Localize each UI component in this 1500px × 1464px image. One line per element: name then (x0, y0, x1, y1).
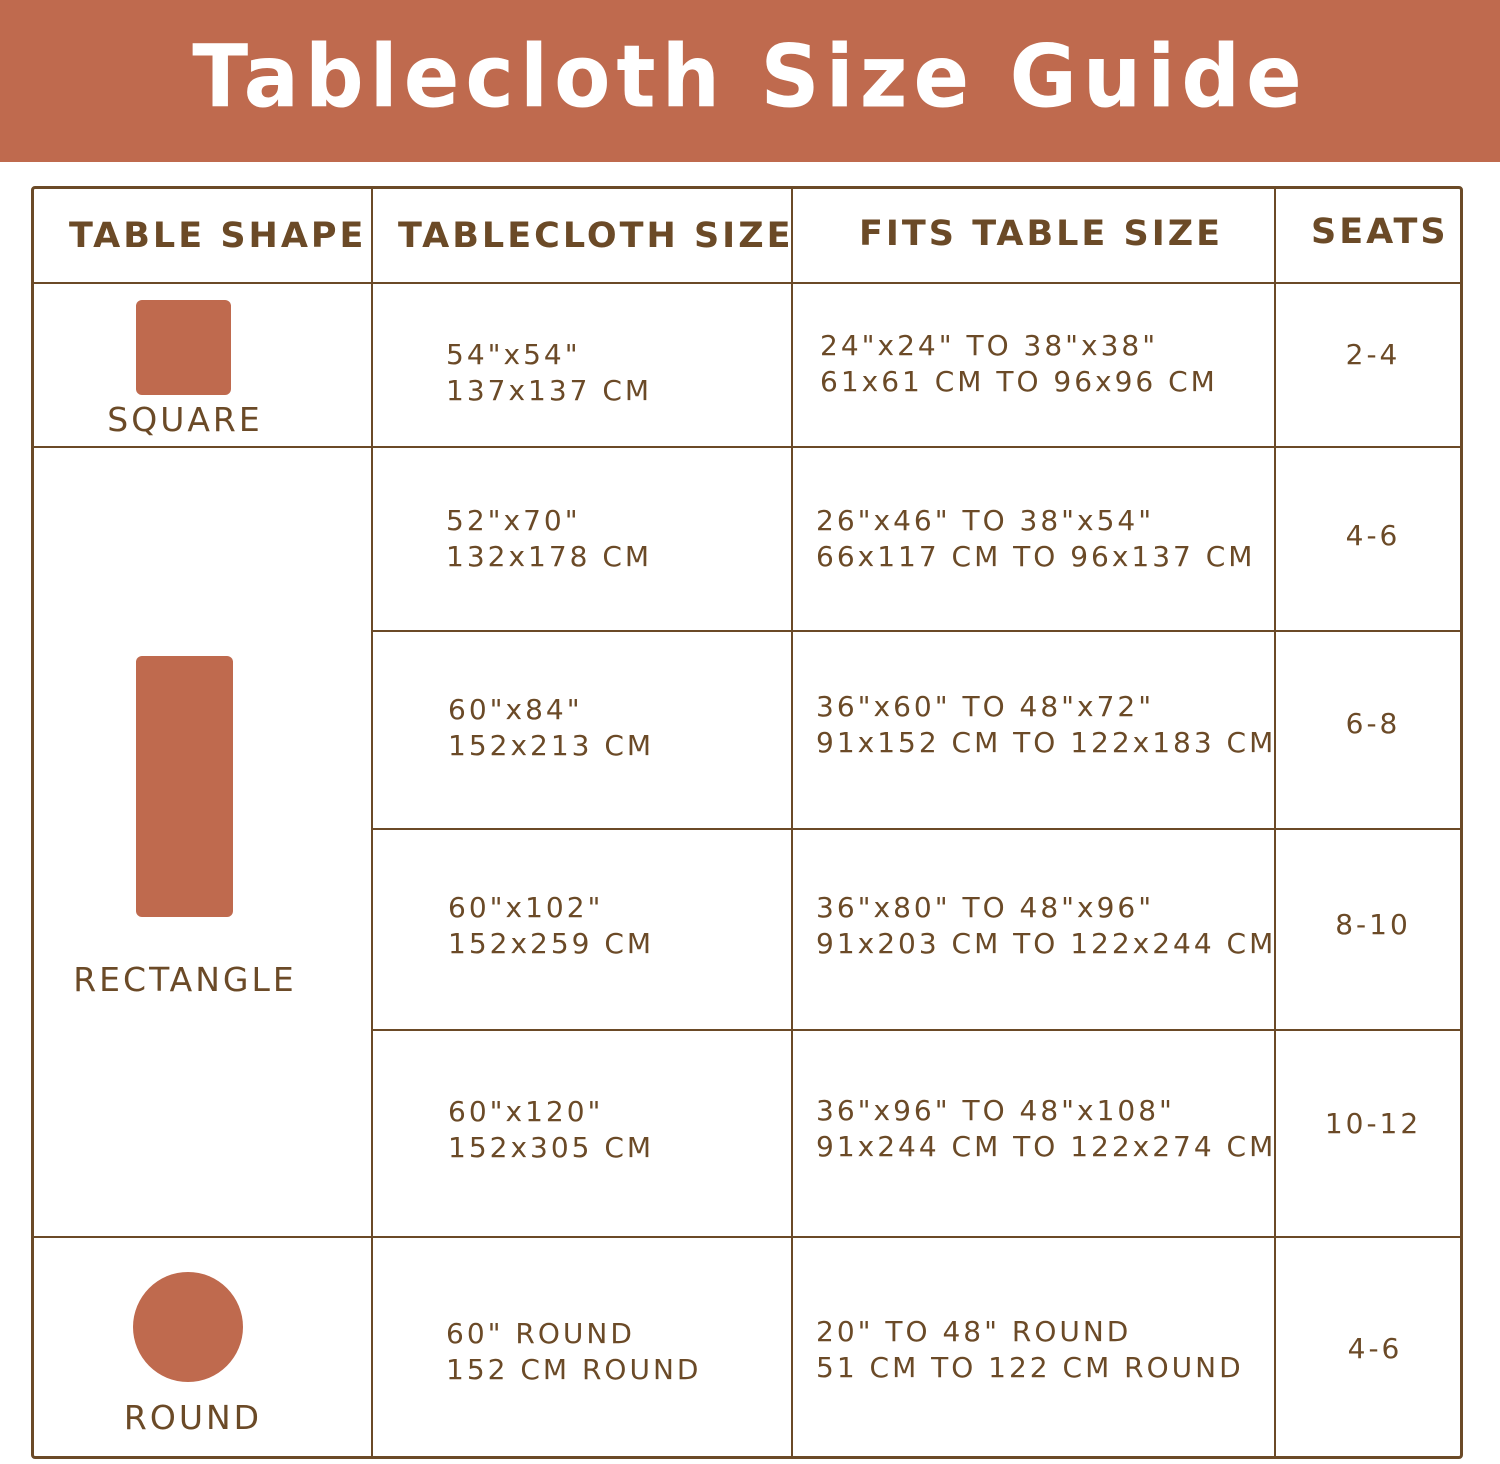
fits-inches: 36"x80" TO 48"x96" (816, 891, 1155, 924)
fits-cm: 51 CM TO 122 CM ROUND (816, 1351, 1244, 1384)
row-divider (33, 446, 1462, 448)
fits-inches: 36"x96" TO 48"x108" (816, 1094, 1175, 1127)
seats-value: 4-6 (1345, 519, 1401, 552)
fits-table-size-cell (816, 1314, 1244, 1386)
tablecloth-size-cell (448, 1094, 654, 1166)
size-inches: 60"x102" (448, 891, 604, 924)
tablecloth-size-cell (448, 890, 654, 962)
fits-cm: 66x117 CM TO 96x137 CM (816, 540, 1256, 573)
size-inches: 54"x54" (446, 338, 581, 371)
row-divider (371, 828, 1462, 830)
fits-table-size-cell (816, 1093, 1276, 1165)
row-divider (371, 630, 1462, 632)
header-table-shape: TABLE SHAPE (69, 216, 367, 256)
size-inches: 60"x84" (448, 693, 583, 726)
fits-cm: 91x244 CM TO 122x274 CM (816, 1130, 1277, 1163)
shape-label-round: ROUND (123, 1398, 263, 1437)
size-cm: 137x137 CM (446, 374, 653, 407)
seats-value: 6-8 (1345, 707, 1401, 740)
size-cm: 152 CM ROUND (446, 1353, 702, 1386)
column-divider (371, 188, 373, 1458)
header-fits-table-size: FITS TABLE SIZE (859, 214, 1224, 254)
header-seats: SEATS (1311, 212, 1449, 252)
row-divider (33, 282, 1462, 284)
size-cm: 152x259 CM (448, 927, 655, 960)
fits-table-size-cell (816, 689, 1276, 761)
square-shape-icon (136, 300, 231, 395)
fits-cm: 61x61 CM TO 96x96 CM (820, 365, 1218, 398)
fits-inches: 20" TO 48" ROUND (816, 1315, 1132, 1348)
fits-table-size-cell (816, 890, 1276, 962)
fits-inches: 24"x24" TO 38"x38" (820, 329, 1159, 362)
fits-inches: 36"x60" TO 48"x72" (816, 690, 1155, 723)
shape-label-rectangle: RECTANGLE (73, 960, 297, 999)
seats-value: 10-12 (1324, 1107, 1422, 1140)
size-inches: 52"x70" (446, 504, 581, 537)
seats-value: 8-10 (1335, 908, 1411, 941)
fits-table-size-cell (820, 328, 1218, 400)
size-cm: 152x305 CM (448, 1131, 655, 1164)
tablecloth-size-cell (446, 1316, 701, 1388)
size-inches: 60"x120" (448, 1095, 604, 1128)
fits-table-size-cell (816, 503, 1255, 575)
fits-inches: 26"x46" TO 38"x54" (816, 504, 1155, 537)
size-table (31, 186, 1463, 1459)
header-tablecloth-size: TABLECLOTH SIZE (398, 216, 794, 256)
tablecloth-size-cell (448, 692, 654, 764)
rectangle-shape-icon (136, 656, 233, 917)
size-inches: 60" ROUND (446, 1317, 635, 1350)
column-divider (791, 188, 793, 1458)
size-cm: 132x178 CM (446, 540, 653, 573)
fits-cm: 91x203 CM TO 122x244 CM (816, 927, 1277, 960)
tablecloth-size-cell (446, 503, 652, 575)
shape-label-square: SQUARE (107, 400, 263, 439)
size-cm: 152x213 CM (448, 729, 655, 762)
tablecloth-size-cell (446, 337, 652, 409)
seats-value: 2-4 (1345, 338, 1401, 371)
column-divider (1274, 188, 1276, 1458)
row-divider (33, 1236, 1462, 1238)
page-title: Tablecloth Size Guide (192, 27, 1308, 127)
row-divider (371, 1029, 1462, 1031)
fits-cm: 91x152 CM TO 122x183 CM (816, 726, 1277, 759)
title-banner (0, 0, 1500, 162)
round-shape-icon (133, 1272, 243, 1382)
seats-value: 4-6 (1347, 1332, 1403, 1365)
